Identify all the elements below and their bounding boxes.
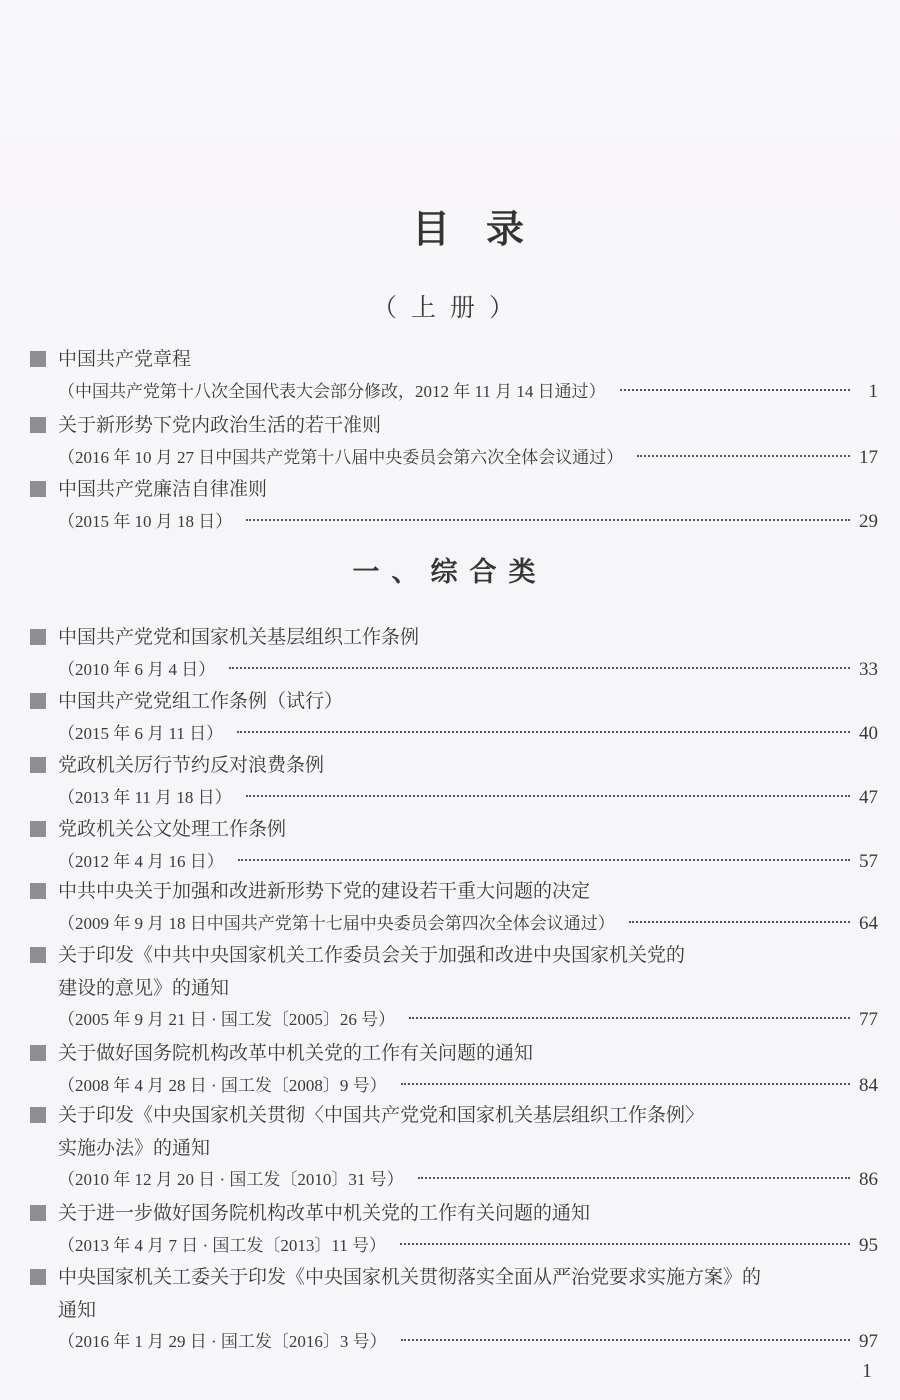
dot-leader bbox=[237, 731, 850, 733]
volume-label: （上册） bbox=[371, 293, 528, 322]
toc-entry[interactable] bbox=[30, 748, 878, 814]
entry-title: 中国共产党廉洁自律准则 bbox=[58, 478, 268, 500]
square-bullet-icon bbox=[30, 757, 46, 773]
page-number: 40 bbox=[859, 723, 878, 744]
square-bullet-icon bbox=[30, 693, 46, 709]
toc-entry[interactable] bbox=[30, 1196, 878, 1262]
section-heading: 一、综合类 bbox=[352, 557, 548, 588]
entry-title-continued: 实施办法》的通知 bbox=[58, 1137, 211, 1159]
entry-title: 关于印发《中央国家机关贯彻〈中国共产党党和国家机关基层组织工作条例〉 bbox=[58, 1104, 705, 1126]
entry-title: 党政机关厉行节约反对浪费条例 bbox=[58, 754, 325, 776]
toc-entry[interactable] bbox=[30, 1036, 878, 1102]
square-bullet-icon bbox=[30, 417, 46, 433]
entry-meta: （2016 年 10 月 27 日中国共产党第十八届中央委员会第六次全体会议通过） bbox=[58, 448, 624, 467]
square-bullet-icon bbox=[30, 481, 46, 497]
entry-title: 关于做好国务院机构改革中机关党的工作有关问题的通知 bbox=[58, 1042, 534, 1064]
toc-entry[interactable] bbox=[30, 472, 878, 538]
entry-meta: （2010 年 6 月 4 日） bbox=[58, 660, 216, 679]
dot-leader bbox=[246, 795, 850, 797]
entry-title: 中国共产党章程 bbox=[58, 348, 192, 370]
toc-entry[interactable] bbox=[30, 342, 878, 408]
entry-title: 关于印发《中共中央国家机关工作委员会关于加强和改进中央国家机关党的 bbox=[58, 944, 686, 966]
page-number: 1 bbox=[868, 381, 878, 402]
toc-entry[interactable] bbox=[30, 1098, 878, 1196]
dot-leader bbox=[229, 667, 850, 669]
toc-entry[interactable] bbox=[30, 938, 878, 1036]
toc-entry[interactable] bbox=[30, 620, 878, 686]
entry-title: 中共中央关于加强和改进新形势下党的建设若干重大问题的决定 bbox=[58, 880, 591, 902]
entry-meta: （2009 年 9 月 18 日中国共产党第十七届中央委员会第四次全体会议通过） bbox=[58, 914, 615, 933]
square-bullet-icon bbox=[30, 629, 46, 645]
page-number: 86 bbox=[859, 1169, 878, 1190]
page-number: 57 bbox=[859, 851, 878, 872]
square-bullet-icon bbox=[30, 1205, 46, 1221]
page-title: 目录 bbox=[411, 207, 560, 251]
dot-leader bbox=[238, 859, 850, 861]
page-number: 84 bbox=[859, 1075, 878, 1096]
toc-entry[interactable] bbox=[30, 812, 878, 878]
toc-entry[interactable] bbox=[30, 874, 878, 940]
page-number: 29 bbox=[859, 511, 878, 532]
entry-title: 中央国家机关工委关于印发《中央国家机关贯彻落实全面从严治党要求实施方案》的 bbox=[58, 1266, 762, 1288]
dot-leader bbox=[418, 1177, 850, 1179]
dot-leader bbox=[629, 921, 850, 923]
entry-title: 中国共产党党和国家机关基层组织工作条例 bbox=[58, 626, 420, 648]
dot-leader bbox=[246, 519, 850, 521]
entry-meta: （2015 年 6 月 11 日） bbox=[58, 724, 224, 743]
page-folio: 1 bbox=[862, 1360, 872, 1382]
toc-entry[interactable] bbox=[30, 684, 878, 750]
square-bullet-icon bbox=[30, 1045, 46, 1061]
entry-meta: （2015 年 10 月 18 日） bbox=[58, 512, 233, 531]
square-bullet-icon bbox=[30, 1269, 46, 1285]
square-bullet-icon bbox=[30, 351, 46, 367]
dot-leader bbox=[400, 1243, 850, 1245]
entry-meta: （2012 年 4 月 16 日） bbox=[58, 852, 224, 871]
entry-title: 党政机关公文处理工作条例 bbox=[58, 818, 287, 840]
page-number: 17 bbox=[859, 447, 878, 468]
dot-leader bbox=[620, 389, 850, 391]
page-number: 95 bbox=[859, 1235, 878, 1256]
entry-meta: （2010 年 12 月 20 日 · 国工发〔2010〕31 号） bbox=[58, 1170, 404, 1189]
entry-meta: （2008 年 4 月 28 日 · 国工发〔2008〕9 号） bbox=[58, 1076, 387, 1095]
entry-meta: （2013 年 11 月 18 日） bbox=[58, 788, 232, 807]
page-number: 33 bbox=[859, 659, 878, 680]
square-bullet-icon bbox=[30, 821, 46, 837]
entry-title: 关于进一步做好国务院机构改革中机关党的工作有关问题的通知 bbox=[58, 1202, 591, 1224]
entry-meta: （中国共产党第十八次全国代表大会部分修改，2012 年 11 月 14 日通过） bbox=[58, 382, 606, 401]
entry-meta: （2005 年 9 月 21 日 · 国工发〔2005〕26 号） bbox=[58, 1010, 396, 1029]
toc-entry[interactable] bbox=[30, 1260, 878, 1358]
square-bullet-icon bbox=[30, 883, 46, 899]
entry-meta: （2016 年 1 月 29 日 · 国工发〔2016〕3 号） bbox=[58, 1332, 387, 1351]
square-bullet-icon bbox=[30, 947, 46, 963]
page-number: 47 bbox=[859, 787, 878, 808]
dot-leader bbox=[401, 1339, 850, 1341]
entry-title: 中国共产党党组工作条例（试行） bbox=[58, 690, 344, 712]
entry-meta: （2013 年 4 月 7 日 · 国工发〔2013〕11 号） bbox=[58, 1236, 387, 1255]
entry-title-continued: 建设的意见》的通知 bbox=[58, 977, 230, 999]
page-number: 77 bbox=[859, 1009, 878, 1030]
dot-leader bbox=[637, 455, 850, 457]
entry-title-continued: 通知 bbox=[58, 1299, 97, 1321]
dot-leader bbox=[401, 1083, 850, 1085]
square-bullet-icon bbox=[30, 1107, 46, 1123]
page-number: 64 bbox=[859, 913, 878, 934]
entry-title: 关于新形势下党内政治生活的若干准则 bbox=[58, 414, 382, 436]
toc-entry[interactable] bbox=[30, 408, 878, 474]
dot-leader bbox=[409, 1017, 850, 1019]
page-number: 97 bbox=[859, 1331, 878, 1352]
